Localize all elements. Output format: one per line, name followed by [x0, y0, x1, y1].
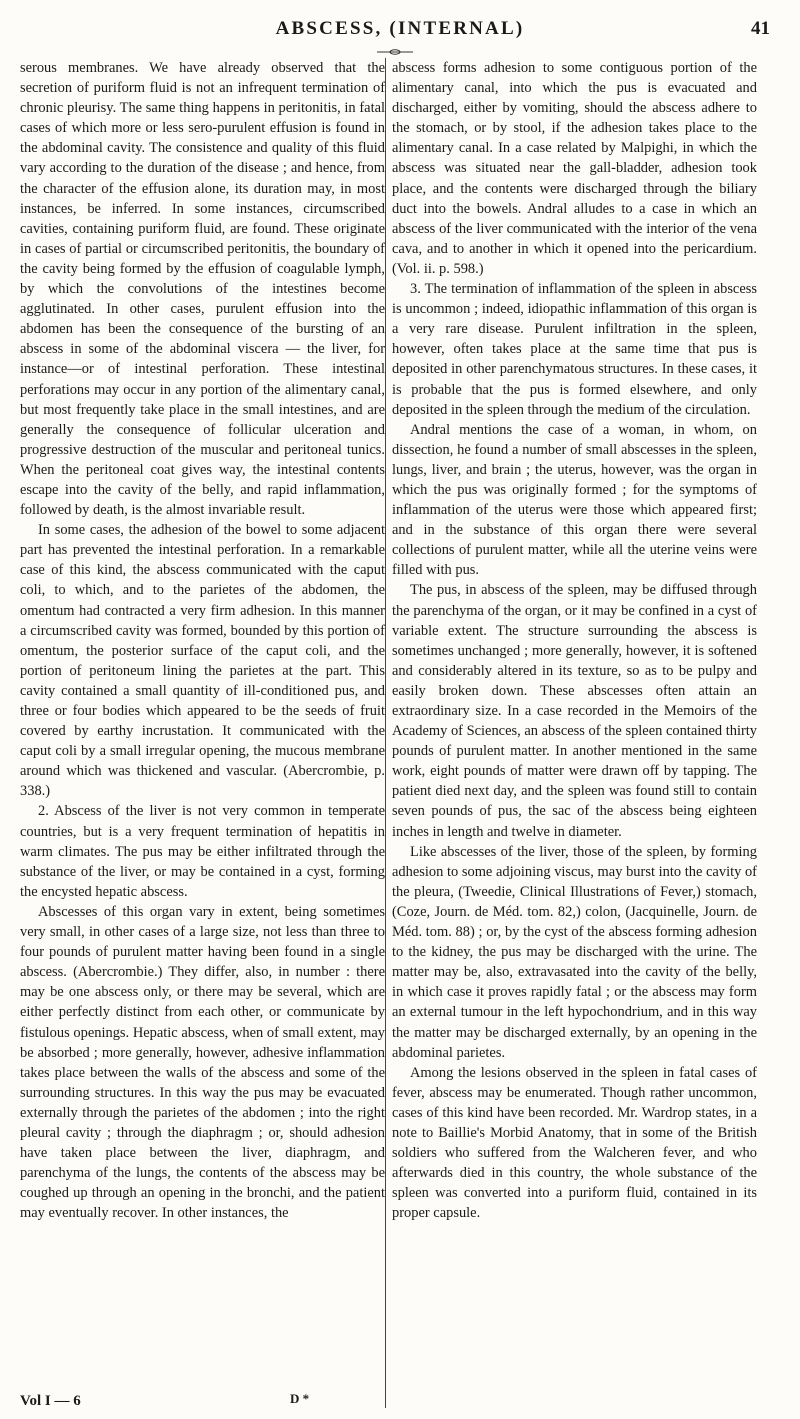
sheet-signature: D *	[290, 1391, 310, 1406]
paragraph: The pus, in abscess of the spleen, may be diffused through the parenchyma of the organ, or it may be confined in a cyst of variable extent. The structure surrounding the abscess is sometimes unchanged ; more generally, however, it is softened and considerably altered in its texture, so as to be pulpy and easily broken down. These abscesses often attain an extraordinary size. In a case recorded in the Memoirs of the Academy of Sciences, an abscess of the spleen contained thirty pounds of purulent matter. In another mentioned in the same work, eight pounds of matter were drawn off by tapping. The patient died next day, and the spleen was found still to contain seven pounds of pus, the sac of the abscess being eighteen inches in length and twelve in diameter.	[392, 582, 757, 840]
header-ornament	[375, 48, 415, 56]
left-column	[20, 58, 385, 1223]
right-column	[392, 58, 757, 1223]
column-divider	[385, 58, 386, 1408]
paragraph: 2. Abscess of the liver is not very common in temperate countries, but is a very frequent termination of hepatitis in warm climates. The pus may be either infiltrated through the substance of the liver, or may be contained in a cyst, forming the encysted hepatic abscess.	[20, 803, 385, 900]
paragraph: serous membranes. We have already observed that the secretion of puriform fluid is not an infrequent termination of chronic pleurisy. The same thing happens in peritonitis, in fatal cases of which more or less sero-purulent effusion is found in the abdominal cavity. The consistence and quality of this fluid vary according to the duration of the disease ; and hence, from the character of the effusion alone, its duration may, in most instances, be inferred. In some instances, circumscribed cavities, containing puriform fluid, are found. These originate in cases of partial or circumscribed peritonitis, the boundary of the cavity being formed by the effusion of coagulable lymph, by which the convolutions of the intestines become agglutinated. In other cases, purulent effusion into the abdomen has been the consequence of the bursting of an abscess in some of the abdominal viscera — the liver, for instance—or of intestinal perforation. These intestinal perforations may occur in any portion of the alimentary canal, but most frequently take place in the small intestines, and are generally the consequence of follicular ulceration and progressive destruction of the muscular and peritoneal tunics. When the peritoneal coat gives way, the intestinal contents escape into the cavity of the belly, and rapid inflammation, followed by death, is the almost invariable result.	[20, 60, 385, 519]
paragraph: In some cases, the adhesion of the bowel to some adjacent part has prevented the intestinal perforation. In a remarkable case of this kind, the abscess communicated with the caput coli, to which, and to the parietes of the abdomen, the omentum had contracted a very firm adhesion. In this manner a circumscribed cavity was formed, bounded by this portion of omentum, the posterior surface of the caput coli, and the portion of peritoneum lining the parietes at the part. This cavity contained a small quantity of ill-conditioned pus, and three or four bodies which appeared to be the seeds of fruit covered by earthy incrustation. It communicated with the caput coli by a small irregular opening, the mucous membrane around which was thickened and vascular. (Abercrombie, p. 338.)	[20, 522, 385, 800]
paragraph: Andral mentions the case of a woman, in whom, on dissection, he found a number of small abscesses in the spleen, lungs, liver, and brain ; the uterus, however, was the organ in which the pus was originally formed ; for the symptoms of inflammation of the uterus were those which appeared first; and in the substance of this organ there were several collections of purulent matter, while all the uterine veins were filled with pus.	[392, 421, 757, 579]
paragraph: Abscesses of this organ vary in extent, being sometimes very small, in other cases of a large size, not less than three to four pounds of purulent matter having been found in a single abscess. (Abercrombie.) They differ, also, in number : there may be one abscess only, or there may be several, which are either perfectly distinct from each other, or communicate by fistulous openings. Hepatic abscess, when of small extent, may be absorbed ; more generally, however, adhesive inflammation takes place between the walls of the abscess and some of the surrounding structures. In this way the pus may be evacuated externally through the parietes of the abdomen ; into the right pleural cavity ; through the diaphragm ; or, should adhesion have taken place between the liver, diaphragm, and parenchyma of the lungs, the contents of the abscess may be coughed up through an opening in the bronchi, and the patient may eventually recover. In other instances, the	[20, 903, 385, 1222]
paragraph: abscess forms adhesion to some contiguous portion of the alimentary canal, into which the pus is evacuated and discharged, either by vomiting, should the abscess adhere to the stomach, or by stool, if the adhesion takes place to the alimentary canal. In a case related by Malpighi, in which the abscess was situated near the gall-bladder, adhesion took place, and the contents were discharged through the biliary duct into the bowels. Andral alludes to a case in which an abscess of the liver communicated with the interior of the vena cava, and to another in which it opened into the pericardium. (Vol. ii. p. 598.)	[392, 60, 757, 277]
running-head: ABSCESS, (INTERNAL)	[275, 18, 525, 39]
paragraph: Like abscesses of the liver, those of the spleen, by forming adhesion to some adjoining viscus, may burst into the cavity of the pleura, (Tweedie, Clinical Illustrations of Fever,) stomach, (Coze, Journ. de Méd. tom. 82,) colon, (Jacquinelle, Journ. de Méd. tom. 88) ; or, by the cyst of the abscess forming adhesion to the kidney, the pus may be discharged with the urine. The matter may be, also, extravasated into the cavity of the belly, in which case it proves rapidly fatal ; or the abscess may form an external tumour in the left hypochondrium, and in this way the matter may be discharged externally, by an opening in the abdominal parietes.	[392, 843, 757, 1061]
page-footer	[20, 1393, 385, 1415]
paragraph: 3. The termination of inflammation of the spleen in abscess is uncommon ; indeed, idiopathic inflammation of this organ is a very rare disease. Purulent infiltration in the spleen, however, often takes place at the same time that pus is deposited in other parenchymatous structures. In these cases, it is probable that the pus is formed elsewhere, and only deposited in the spleen through the medium of the circulation.	[392, 281, 757, 418]
page-number: 41	[751, 18, 770, 39]
volume-signature: Vol I — 6	[20, 1393, 81, 1409]
page-header	[0, 16, 800, 46]
paragraph: Among the lesions observed in the spleen in fatal cases of fever, abscess may be enumerated. Though rather uncommon, cases of this kind have been recorded. Mr. Wardrop states, in a note to Baillie's Morbid Anatomy, that in some of the British soldiers who suffered from the Walcheren fever, and who afterwards died in this country, the whole substance of the spleen was converted into a puriform fluid, contained in its proper capsule.	[392, 1064, 757, 1222]
